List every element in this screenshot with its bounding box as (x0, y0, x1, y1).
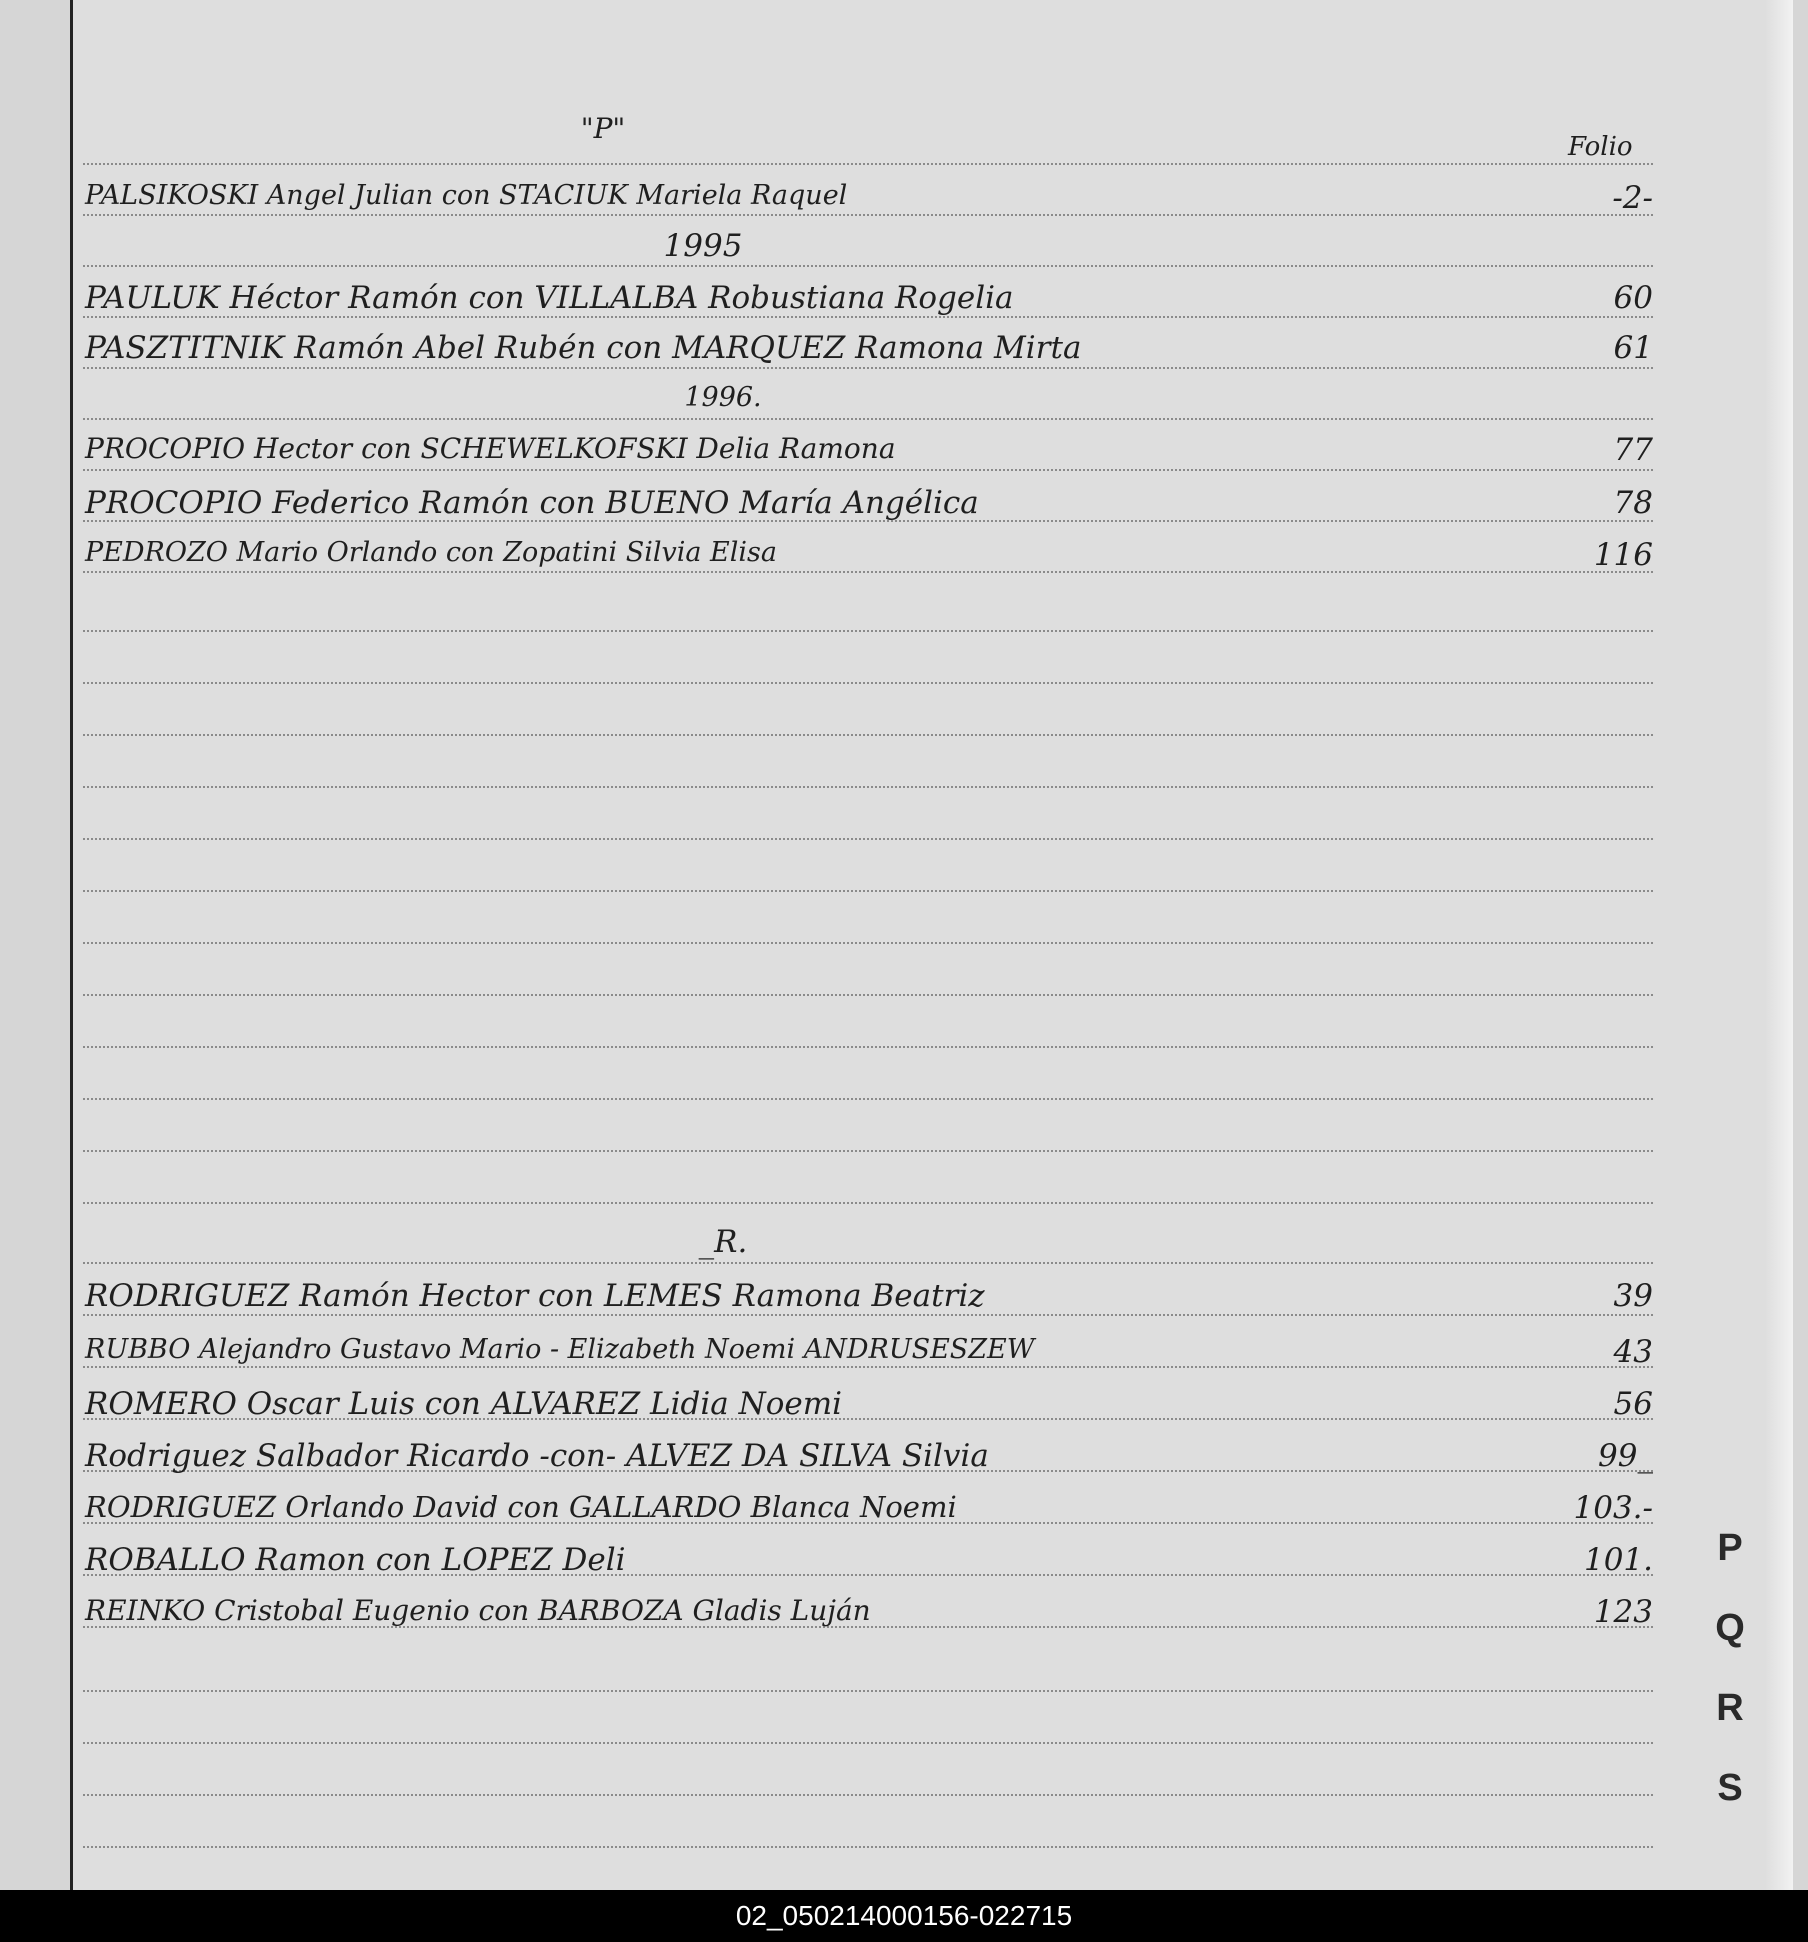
entry-name: REINKO Cristobal Eugenio con BARBOZA Gladis Luján (85, 1594, 871, 1627)
entry-folio: 43 (1613, 1334, 1653, 1370)
ruled-line (83, 316, 1653, 318)
section-header-p: "P" (580, 112, 626, 145)
entry-name: ROMERO Oscar Luis con ALVAREZ Lidia Noemi (85, 1386, 843, 1422)
index-tab-r: R (1716, 1687, 1744, 1729)
entry-folio: 39 (1613, 1278, 1653, 1314)
index-tab-q: Q (1715, 1607, 1745, 1649)
entry-name: RODRIGUEZ Orlando David con GALLARDO Blanca Noemi (85, 1490, 957, 1524)
ruled-line (83, 1046, 1653, 1048)
section-header-r: _R. (698, 1224, 748, 1260)
ruled-line (83, 1846, 1653, 1848)
entry-name: PAULUK Héctor Ramón con VILLALBA Robustiana Rogelia (85, 280, 1014, 316)
entry-folio: 99_ (1598, 1438, 1653, 1474)
entry-name: PEDROZO Mario Orlando con Zopatini Silvia Elisa (85, 537, 777, 568)
index-tab-p: P (1717, 1527, 1743, 1569)
year-1995: 1995 (663, 228, 743, 264)
entry-folio: 101. (1583, 1542, 1653, 1578)
entry-folio: -2- (1612, 180, 1653, 216)
year-1996: 1996. (684, 382, 762, 413)
folio-header: Folio (1568, 132, 1633, 162)
ruled-line (83, 1794, 1653, 1796)
entry-folio: 116 (1593, 537, 1653, 573)
ruled-line (83, 838, 1653, 840)
entry-name: PROCOPIO Hector con SCHEWELKOFSKI Delia Ramona (85, 432, 896, 465)
ruled-line (83, 1202, 1653, 1204)
entry-name: PROCOPIO Federico Ramón con BUENO María Angélica (85, 485, 979, 521)
ruled-line (83, 942, 1653, 944)
ruled-line (83, 734, 1653, 736)
ruled-line (83, 786, 1653, 788)
entry-name: RODRIGUEZ Ramón Hector con LEMES Ramona Beatriz (85, 1278, 985, 1314)
ruled-line (83, 630, 1653, 632)
ruled-line (83, 469, 1653, 471)
entry-folio: 103.- (1573, 1490, 1653, 1526)
index-tabs (1710, 1508, 1750, 1828)
entry-folio: 61 (1613, 330, 1653, 366)
ruled-line (83, 163, 1653, 165)
ruled-line (83, 1366, 1653, 1368)
ruled-line (83, 1150, 1653, 1152)
ruled-line (83, 1314, 1653, 1316)
ruled-line (83, 1098, 1653, 1100)
ruled-line (83, 682, 1653, 684)
entry-name: RUBBO Alejandro Gustavo Mario - Elizabeth Noemi ANDRUSESZEW (85, 1334, 1035, 1365)
entry-folio: 56 (1613, 1386, 1653, 1422)
ledger-page (70, 0, 1793, 1890)
entry-name: PALSIKOSKI Angel Julian con STACIUK Mariela Raquel (85, 180, 848, 211)
index-tab-s: S (1717, 1767, 1743, 1809)
entry-name: PASZTITNIK Ramón Abel Rubén con MARQUEZ Ramona Mirta (85, 330, 1082, 366)
footer-id: 02_050214000156-022715 (735, 1900, 1073, 1931)
ruled-line (83, 265, 1653, 267)
footer-bar (0, 1890, 1808, 1942)
entry-folio: 60 (1613, 280, 1653, 316)
ruled-line (83, 367, 1653, 369)
entry-name: Rodriguez Salbador Ricardo -con- ALVEZ DA SILVA Silvia (85, 1438, 989, 1474)
entry-folio: 78 (1613, 485, 1653, 521)
entry-name: ROBALLO Ramon con LOPEZ Deli (85, 1542, 626, 1578)
ruled-line (83, 214, 1653, 216)
ruled-line (83, 1690, 1653, 1692)
ruled-line (83, 571, 1653, 573)
ruled-line (83, 890, 1653, 892)
ruled-line (83, 994, 1653, 996)
ruled-line (83, 1742, 1653, 1744)
entry-folio: 77 (1613, 432, 1653, 468)
entry-folio: 123 (1593, 1594, 1653, 1630)
ruled-line (83, 418, 1653, 420)
ruled-line (83, 1262, 1653, 1264)
